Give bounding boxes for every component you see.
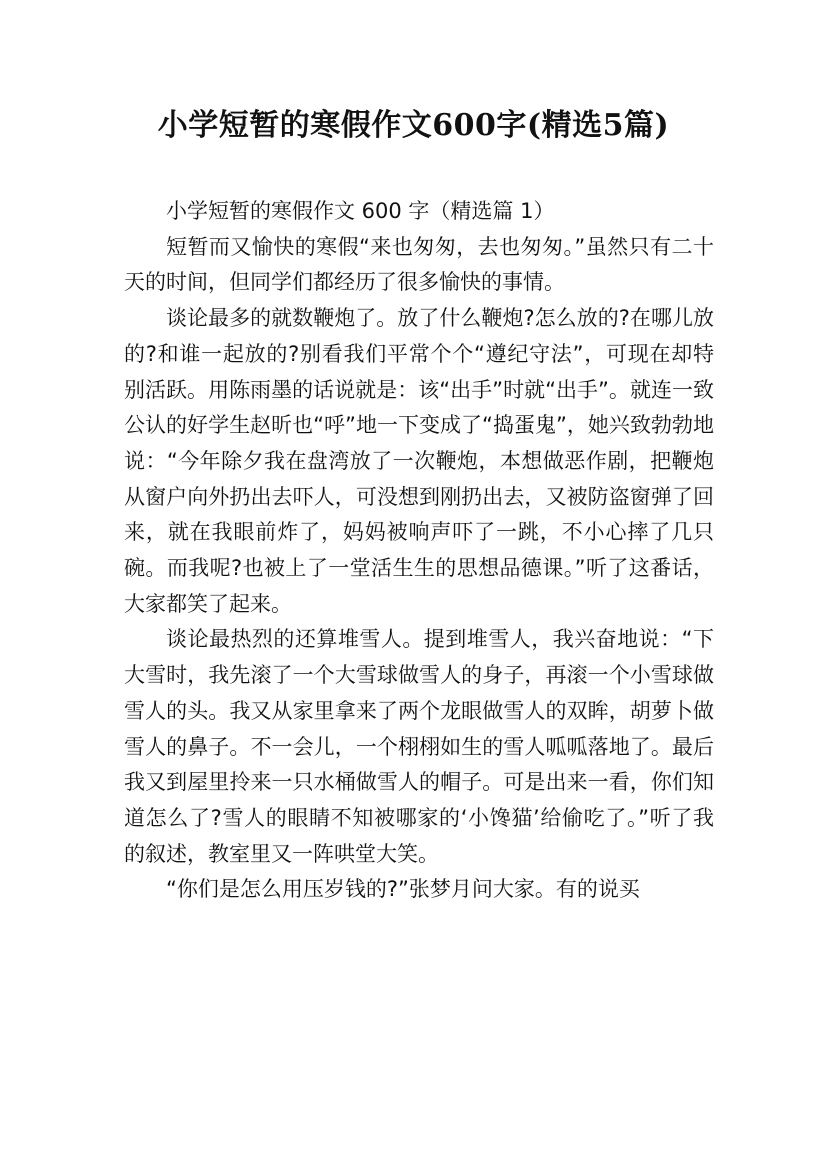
- document-title: 小学短暂的寒假作文600字(精选5篇): [157, 108, 670, 143]
- paragraph: 短暂而又愉快的寒假“来也匆匆，去也匆匆。”虽然只有二十天的时间，但同学们都经历了很多愉快的事情。: [124, 234, 714, 295]
- section-heading: 小学短暂的寒假作文 600 字（精选篇 1）: [166, 199, 555, 223]
- document-body: [124, 194, 714, 908]
- paragraph: “你们是怎么用压岁钱的?”张梦月问大家。有的说买: [166, 877, 640, 902]
- paragraph: 谈论最热烈的还算堆雪人。提到堆雪人，我兴奋地说：“下大雪时，我先滚了一个大雪球做雪人的身子，再滚一个小雪球做雪人的头。我又从家里拿来了两个龙眼做雪人的双眸，胡萝卜做雪人的鼻子。不一会儿，一个栩栩如生的雪人呱呱落地了。最后我又到屋里拎来一只水桶做雪人的帽子。可是出来一看，你们知道怎么了?雪人的眼睛不知被哪家的‘小馋猫’给偷吃了。”听了我的叙述，教室里又一阵哄堂大笑。: [124, 627, 714, 866]
- paragraph: 谈论最多的就数鞭炮了。放了什么鞭炮?怎么放的?在哪儿放的?和谁一起放的?别看我们平常个个“遵纪守法”，可现在却特别活跃。用陈雨墨的话说就是：该“出手”时就“出手”。就连一致公认的好学生赵昕也“呼”地一下变成了“捣蛋鬼”，她兴致勃勃地说：“今年除夕我在盘湾放了一次鞭炮，本想做恶作剧，把鞭炮从窗户向外扔出去吓人，可没想到刚扔出去，又被防盗窗弹了回来，就在我眼前炸了，妈妈被响声吓了一跳，不小心摔了几只碗。而我呢?也被上了一堂活生生的思想品德课。”听了这番话，大家都笑了起来。: [124, 306, 714, 616]
